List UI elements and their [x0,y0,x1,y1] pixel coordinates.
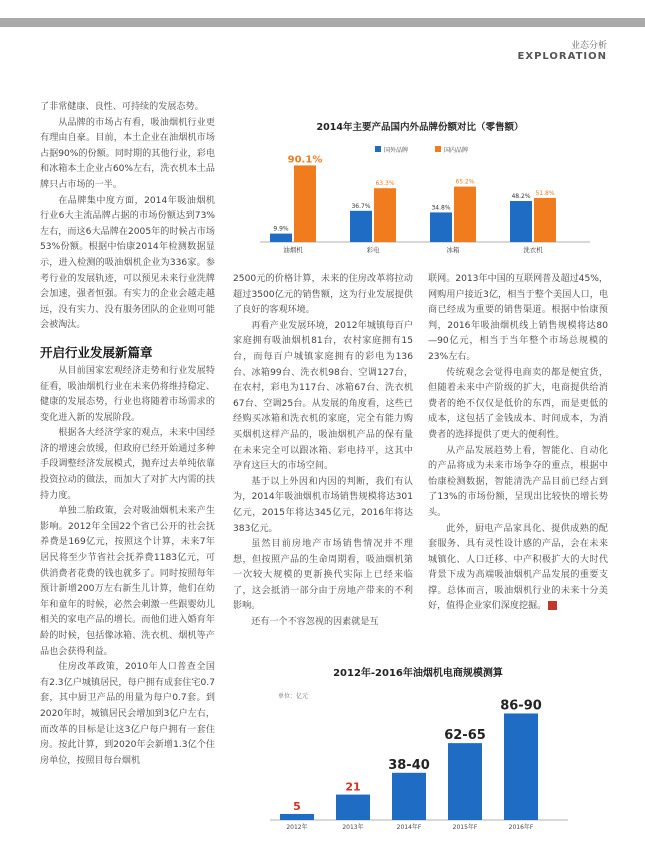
bar [430,212,452,242]
chart-title: 2012年-2016年油烟机电商规模测算 [333,668,503,679]
data-label: 86-90 [500,698,542,714]
data-label: 38-40 [388,757,430,773]
data-label: 63.3% [375,180,395,188]
text-column-3 [428,272,608,615]
x-tick-label: 2012年 [286,824,308,831]
paragraph: 根据各大经济学家的观点，未来中国经济的增速会放缓，但政府已经开始通过多种手段调整经济发展模式，抛弃过去单纯依靠投资拉动的做法，而加大了对扩大内需的扶持力度。 [40,428,215,501]
data-label: 51.8% [535,189,555,197]
top-rule [0,18,645,27]
data-label: 36.7% [351,202,371,210]
paragraph: 从目前国家宏观经济走势和行业发展特征看，吸油烟机行业在未来仍将维持稳定、健康的发展态势，行业也将随着市场需求的变化进入新的发展阶段。 [40,365,215,423]
bar [534,198,556,242]
x-tick-label: 2016年F [508,824,534,831]
data-label: 62-65 [444,728,486,744]
paragraph: 住房改革政策，2010年人口普查全国有2.3亿户城镇居民，每户拥有成套住宅0.7套，其中厨卫产品的用量为每户0.7套。到2020年时，城镇居民会增加到3亿户左右，而改革的目标是让这3亿户每户拥有一套住房。按此计算，到2020年会新增1.3亿个住房单位，按照目每台烟机 [40,662,215,766]
paragraph: 还有一个不容忽视的因素就是互 [251,617,379,628]
section-title-cn: 业态分析 [570,41,607,51]
bar [270,234,292,242]
paragraph [428,522,608,616]
bar [374,188,396,242]
paragraph: 单独二胎政策，会对吸油烟机未来产生影响。2012年全国22个省已公开的社会抚养费是169亿元，按照这个计算，未来7年居民将至少节省社会抚养费1183亿元，可供消费者花费的钱也就多了。同时按照每年预计新增200万左右新生儿计算，他们在幼年和童年的时候，必然会刺激一些跟婴幼儿相关的家电产品的增长。而他们进入婚育年龄的时候，包括像冰箱、洗衣机、烟机等产品也会获得利益。 [40,506,215,657]
text-column-1 [40,100,215,769]
paragraph: 再看产业发展环境，2012年城镇每百户家庭拥有吸油烟机81台，农村家庭拥有15台，而每百户城镇家庭拥有的彩电为136台、冰箱99台、洗衣机98台、空调127台，在农村，彩电为117台、冰箱67台、洗衣机67台、空调25台。从发展的角度看，这些已经购买冰箱和洗衣机的家庭，完全有能力购买烟机这样产品的，吸油烟机产品的保有量在未来完全可以跟冰箱、彩电持平，这其中孕育这巨大的市场空间。 [233,320,413,472]
bar [294,165,316,242]
text-column-2 [233,272,413,631]
ecommerce-scale-chart [248,660,588,840]
data-label: 5 [293,799,301,813]
paragraph: 联网。2013年中国的互联网普及超过45%，网购用户接近3亿，相当于整个美国人口，电商已经成为重要的销售渠道。根据中怡康预判，2016年吸油烟机线上销售规模将达80—90亿元，相当于当年整个市场总规模的23%左右。 [428,274,608,362]
data-label: 48.2% [511,193,531,201]
section-heading: 开启行业发展新篇章 [40,344,153,360]
brand-share-chart [230,118,610,258]
bar [336,795,370,820]
data-label: 34.8% [431,204,451,212]
paragraph: 虽然目前房地产市场销售情况并不理想，但按照产品的生命周期看，吸油烟机第一次较大规模的更新换代实际上已经来临了，这会抵消一部分由于房地产带来的不利影响。 [233,539,413,612]
paragraph: 了非常健康、良性、可持续的发展态势。 [40,102,204,112]
bar [392,773,426,820]
data-label: 65.2% [455,178,475,186]
chart-legend [375,146,468,154]
x-tick-label: 冰箱 [446,246,460,254]
legend-label: 国外品牌 [384,147,409,154]
section-title-en: EXPLORATION [517,51,607,62]
legend-label: 国内品牌 [444,147,469,154]
chart-unit-label: 单位：亿元 [278,693,309,700]
x-tick-label: 2014年F [396,824,422,831]
x-tick-label: 洗衣机 [523,246,543,254]
legend-swatch [435,146,441,152]
chart-marks [270,154,556,254]
x-tick-label: 彩电 [366,246,380,254]
data-label: 90.1% [287,154,323,166]
paragraph: 从品牌的市场占有看，吸油烟机行业更有理由自豪。目前，本土企业在油烟机市场占据90%的份额。同时期的其他行业，彩电和冰箱本土企业占60%左右，洗衣机本土品牌只占市场的一半。 [40,117,215,190]
bar [510,201,532,242]
bar [454,187,476,242]
paragraph: 在品牌集中度方面，2014年吸油烟机行业6大主流品牌占据的市场份额达到73%左右，而这6大品牌在2005年的时候占市场53%份额。根据中怡康2014年检测数据显示，进入检测的吸油烟机企业为336家。参考行业的发展轨迹，可以预见未来行业洗牌会加速，强者恒强。有实力的企业会越走越远，没有实力、没有服务团队的企业则可能会被淘汰。 [40,195,215,331]
legend-swatch [375,146,381,152]
x-tick-label: 油烟机 [283,246,303,254]
bar [448,743,482,820]
chart-title: 2014年主要产品国内外品牌份额对比（零售额） [316,122,524,133]
data-label: 21 [345,780,361,794]
paragraph: 从产品发展趋势上看，智能化、自动化的产品将成为未来市场争夺的重点，根据中怡康检测数据，智能清洗产品目前已经占到了13%的市场份额，呈现出比较快的增长势头。 [428,445,608,518]
paragraph: 2500元的价格计算，未来的住房改革将拉动超过3500亿元的销售额，这为行业发展提供了良好的客观环境。 [233,274,413,316]
x-tick-label: 2013年 [342,824,364,831]
paragraph: 传统观念会觉得电商卖的都是便宜货，但随着未来中产阶级的扩大，电商提供给消费者的绝不仅仅是低价的东西，而是更低的成本，这包括了金钱成本、时间成本，为消费者的选择提供了更大的便利性。 [428,367,608,440]
paragraph-text: 此外，厨电产品家具化、提供成熟的配套服务、具有灵性设计感的产品，会在未来城镇化、人口迁移、中产积极扩大的大时代背景下成为高端吸油烟机产品发展的重要支撑。总体而言，吸油烟机行业的未来十分美好，值得企业家们深度挖掘。 [428,523,608,612]
data-label: 9.9% [273,225,289,233]
bar [504,713,538,820]
x-tick-label: 2015年F [452,824,478,831]
chart-marks [280,698,542,831]
bar [350,211,372,242]
bar [280,814,314,820]
end-mark-icon: 回 [548,601,557,610]
paragraph: 基于以上外因和内因的判断，我们有认为，2014年吸油烟机市场销售规模将达301亿元，2015年将达345亿元，2016年将达383亿元。 [233,476,413,534]
